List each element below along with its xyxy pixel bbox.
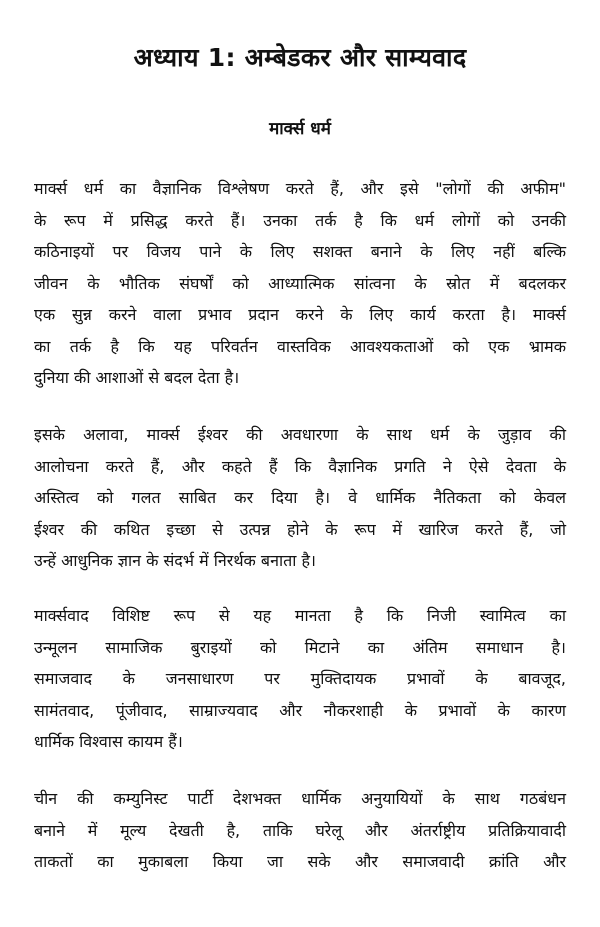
paragraph-line: का तर्क है कि यह परिवर्तन वास्तविक आवश्यकताओं को एक भ्रामक [34,336,566,356]
paragraph-4 [34,783,566,878]
paragraph-line: समाजवाद के जनसाधारण पर मुक्तिदायक प्रभावों के बावजूद, [34,669,566,688]
paragraph-line: जीवन के भौतिक संघर्षों को आध्यात्मिक सांत्वना के स्रोत में बदलकर [34,273,566,293]
paragraph-line: एक सुन्न करने वाला प्रभाव प्रदान करने के लिए कार्य करता है। मार्क्स [34,305,566,324]
paragraph-line: धार्मिक विश्वास कायम हैं। [34,732,183,751]
paragraph-line: इसके अलावा, मार्क्स ईश्वर की अवधारणा के साथ धर्म के जुड़ाव की [34,425,566,444]
paragraph-line: मार्क्स धर्म का वैज्ञानिक विश्लेषण करते हैं, और इसे "लोगों की अफीम" [34,179,566,198]
paragraph-line: अस्तित्व को गलत साबित कर दिया है। वे धार्मिक नैतिकता को केवल [34,488,566,507]
paragraph-line: उन्मूलन सामाजिक बुराइयों को मिटाने का अंतिम समाधान है। [34,637,566,657]
paragraph-line: आलोचना करते हैं, और कहते हैं कि वैज्ञानिक प्रगति ने ऐसे देवता के [34,456,566,476]
paragraph-line: ईश्वर की कथित इच्छा से उत्पन्न होने के रूप में खारिज करते हैं, जो [34,519,566,539]
paragraph-line: ताकतों का मुकाबला किया जा सके और समाजवादी क्रांति और [34,852,566,871]
paragraph-line: दुनिया की आशाओं से बदल देता है। [34,368,240,387]
paragraph-line: मार्क्सवाद विशिष्ट रूप से यह मानता है कि निजी स्वामित्व का [34,606,566,625]
paragraph-line: सामंतवाद, पूंजीवाद, साम्राज्यवाद और नौकरशाही के प्रभावों के कारण [34,700,566,720]
paragraph-line: के रूप में प्रसिद्ध करते हैं। उनका तर्क है कि धर्म लोगों को उनकी [34,210,566,230]
paragraph-2 [34,419,566,577]
paragraph-line: बनाने में मूल्य देखती है, ताकि घरेलू और अंतर्राष्ट्रीय प्रतिक्रियावादी [34,820,566,840]
paragraph-line: चीन की कम्युनिस्ट पार्टी देशभक्त धार्मिक अनुयायियों के साथ गठबंधन [34,789,566,808]
paragraph-line: कठिनाइयों पर विजय पाने के लिए सशक्त बनाने के लिए नहीं बल्कि [34,242,566,261]
paragraph-3 [34,600,566,758]
paragraph-1 [34,173,566,394]
chapter-title: अध्याय 1: अम्बेडकर और साम्यवाद [133,43,467,72]
section-title: मार्क्स धर्म [269,119,331,139]
paragraph-line: उन्हें आधुनिक ज्ञान के संदर्भ में निरर्थक बनाता है। [34,551,317,570]
